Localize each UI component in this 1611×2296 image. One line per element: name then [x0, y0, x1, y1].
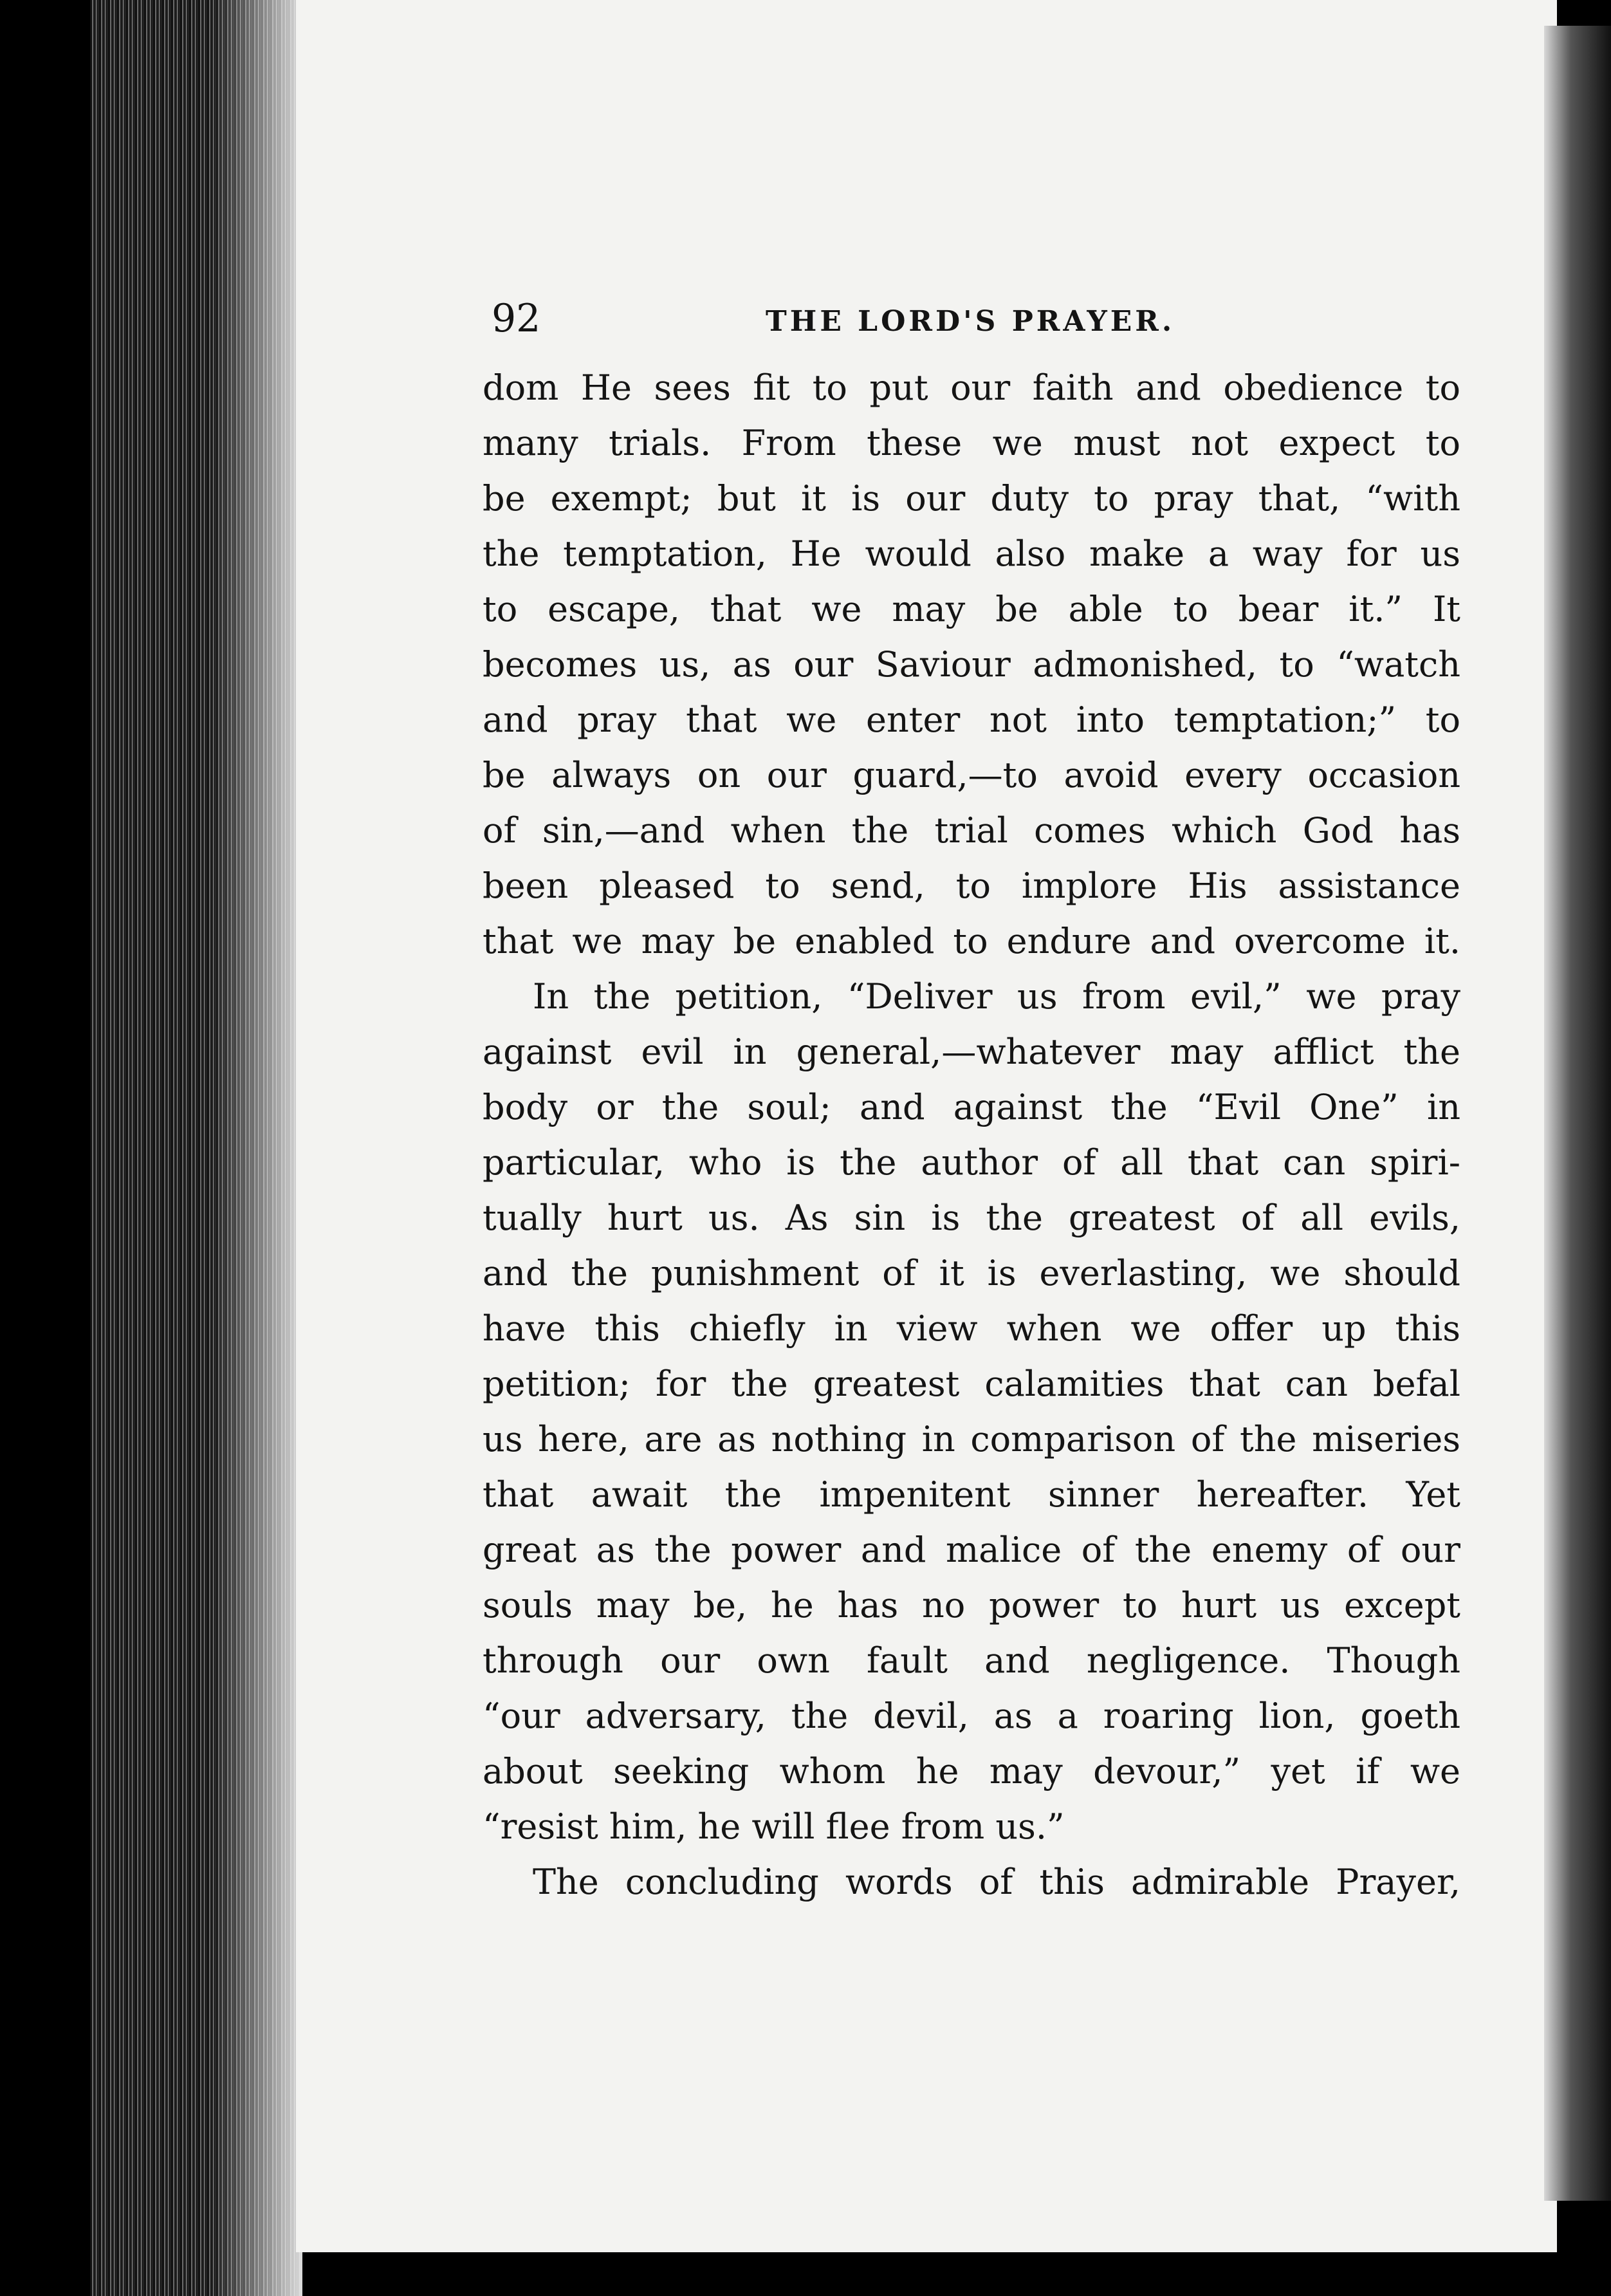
text-line: through our own fault and negligence. Though: [483, 1640, 1460, 1681]
text-line-paragraph-start: In the petition, “Deliver us from evil,” we pray: [533, 976, 1460, 1017]
text-line: body or the soul; and against the “Evil One” in: [483, 1087, 1460, 1127]
text-line: about seeking whom he may devour,” yet if we: [483, 1751, 1460, 1791]
text-line: dom He sees fit to put our faith and obedience to: [483, 367, 1460, 408]
binding-edge: [1544, 26, 1611, 2201]
text-line: becomes us, as our Saviour admonished, to “watch: [483, 644, 1460, 685]
text-line: that we may be enabled to endure and overcome it.: [483, 921, 1460, 961]
text-line: many trials. From these we must not expect to: [483, 423, 1460, 463]
text-line: “our adversary, the devil, as a roaring lion, goeth: [483, 1696, 1460, 1736]
text-line: us here, are as nothing in comparison of the miseries: [483, 1419, 1460, 1459]
text-line-paragraph-start: The concluding words of this admirable Prayer,: [533, 1862, 1460, 1902]
page-number: 92: [492, 296, 541, 341]
text-line: to escape, that we may be able to bear it.” It: [483, 589, 1460, 629]
text-line: against evil in general,—whatever may afflict the: [483, 1032, 1460, 1072]
text-line: that await the impenitent sinner hereafter. Yet: [483, 1474, 1460, 1515]
text-line: petition; for the greatest calamities that can befal: [483, 1364, 1460, 1404]
text-line: of sin,—and when the trial comes which God has: [483, 810, 1460, 851]
text-line: and pray that we enter not into temptation;” to: [483, 699, 1460, 740]
text-line-paragraph-end: “resist him, he will flee from us.”: [483, 1806, 1065, 1847]
text-line: have this chiefly in view when we offer up this: [483, 1308, 1460, 1349]
text-line: and the punishment of it is everlasting, we should: [483, 1253, 1460, 1293]
text-line: been pleased to send, to implore His assistance: [483, 866, 1460, 906]
text-line: particular, who is the author of all that can spiri-: [483, 1142, 1460, 1183]
text-line: be always on our guard,—to avoid every occasion: [483, 755, 1460, 795]
text-line: great as the power and malice of the enemy of our: [483, 1530, 1460, 1570]
text-line: be exempt; but it is our duty to pray that, “with: [483, 478, 1460, 519]
page-text-block: [483, 293, 1460, 1998]
running-head: [483, 293, 1460, 360]
running-title: THE LORD'S PRAYER.: [766, 305, 1175, 338]
text-line: tually hurt us. As sin is the greatest of all evils,: [483, 1198, 1460, 1238]
text-line: souls may be, he has no power to hurt us except: [483, 1585, 1460, 1625]
page-edges-shadow: [212, 0, 302, 2296]
text-line: the temptation, He would also make a way for us: [483, 533, 1460, 574]
